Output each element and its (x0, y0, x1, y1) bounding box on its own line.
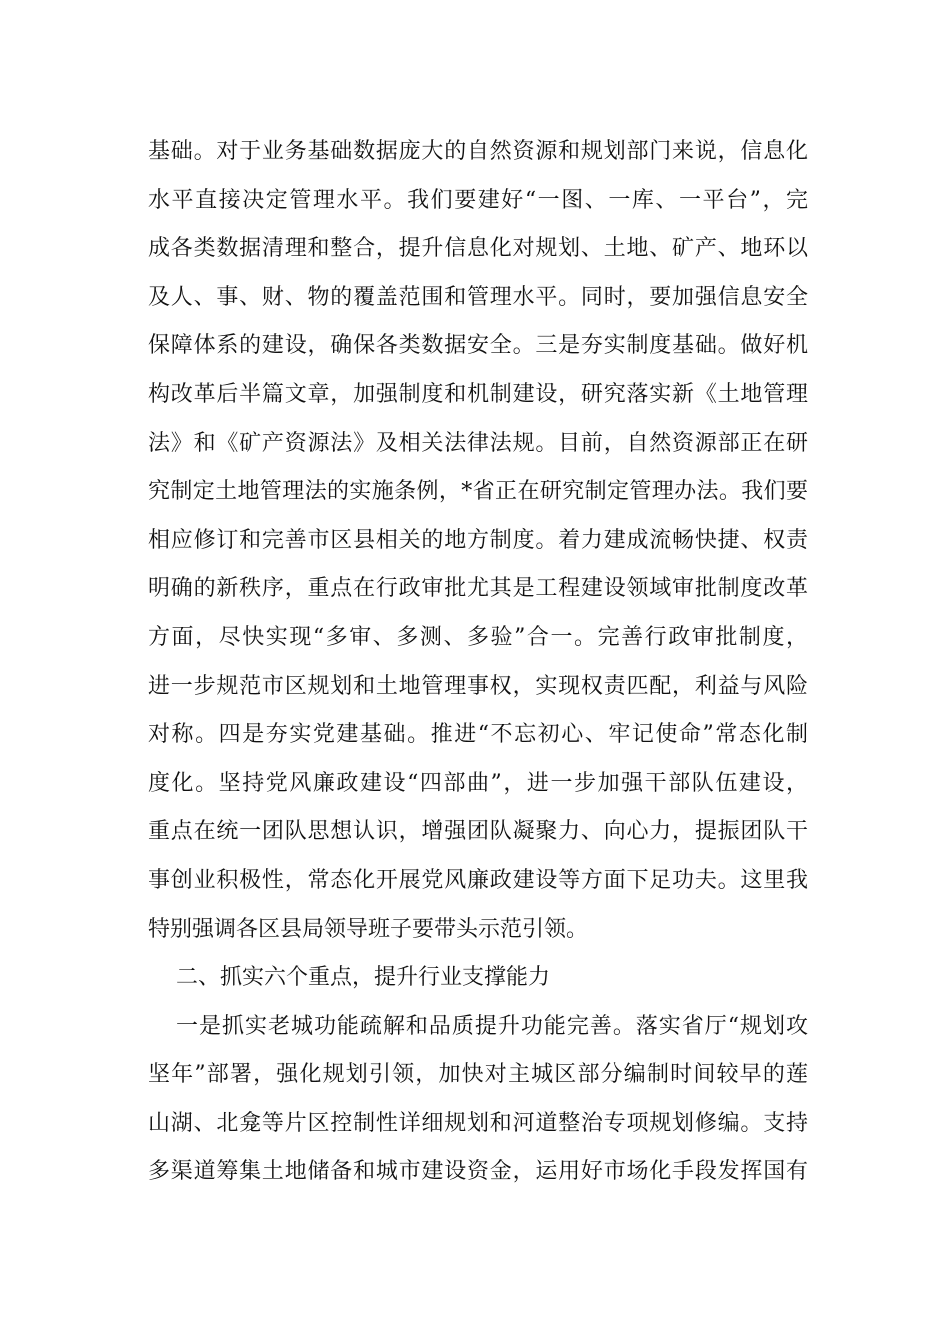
body-text (148, 128, 808, 1197)
text-line: 度化。坚持党风廉政建设“四部曲”，进一步加强干部队伍建设， (148, 770, 808, 796)
section-heading: 二、抓实六个重点，提升行业支撑能力 (176, 965, 551, 991)
text-line: 方面，尽快实现“多审、多测、多验”合一。完善行政审批制度， (148, 624, 808, 650)
text-line: 基础。对于业务基础数据庞大的自然资源和规划部门来说，信息化 (148, 139, 808, 164)
text-line: 事创业积极性，常态化开展党风廉政建设等方面下足功夫。这里我 (148, 867, 808, 893)
text-line: 对称。四是夯实党建基础。推进“不忘初心、牢记使命”常态化制 (148, 722, 808, 748)
text-line: 明确的新秩序，重点在行政审批尤其是工程建设领域审批制度改革 (148, 576, 808, 602)
text-line: 成各类数据清理和整合，提升信息化对规划、土地、矿产、地环以 (148, 236, 808, 262)
text-line: 水平直接决定管理水平。我们要建好“一图、一库、一平台”，完 (148, 187, 808, 213)
text-line: 构改革后半篇文章，加强制度和机制建设，研究落实新《土地管理 (148, 381, 808, 407)
text-line: 及人、事、财、物的覆盖范围和管理水平。同时，要加强信息安全 (148, 284, 808, 310)
text-line: 重点在统一团队思想认识，增强团队凝聚力、向心力，提振团队干 (148, 819, 808, 845)
text-line: 保障体系的建设，确保各类数据安全。三是夯实制度基础。做好机 (148, 333, 808, 359)
text-line: 相应修订和完善市区县相关的地方制度。着力建成流畅快捷、权责 (148, 527, 808, 553)
text-line: 山湖、北龛等片区控制性详细规划和河道整治专项规划修编。支持 (148, 1110, 808, 1136)
text-line: 究制定土地管理法的实施条例，*省正在研究制定管理办法。我们要 (148, 479, 808, 505)
text-line: 坚年”部署，强化规划引领，加快对主城区部分编制时间较早的莲 (148, 1062, 808, 1088)
paragraph-end-line: 特别强调各区县局领导班子要带头示范引领。 (148, 916, 589, 942)
paragraph-first-line: 一是抓实老城功能疏解和品质提升功能完善。落实省厅“规划攻 (176, 1013, 808, 1039)
text-line: 进一步规范市区规划和土地管理事权，实现权责匹配，利益与风险 (148, 673, 808, 699)
text-line: 多渠道筹集土地储备和城市建设资金，运用好市场化手段发挥国有 (148, 1159, 808, 1185)
text-line: 法》和《矿产资源法》及相关法律法规。目前，自然资源部正在研 (148, 430, 808, 456)
